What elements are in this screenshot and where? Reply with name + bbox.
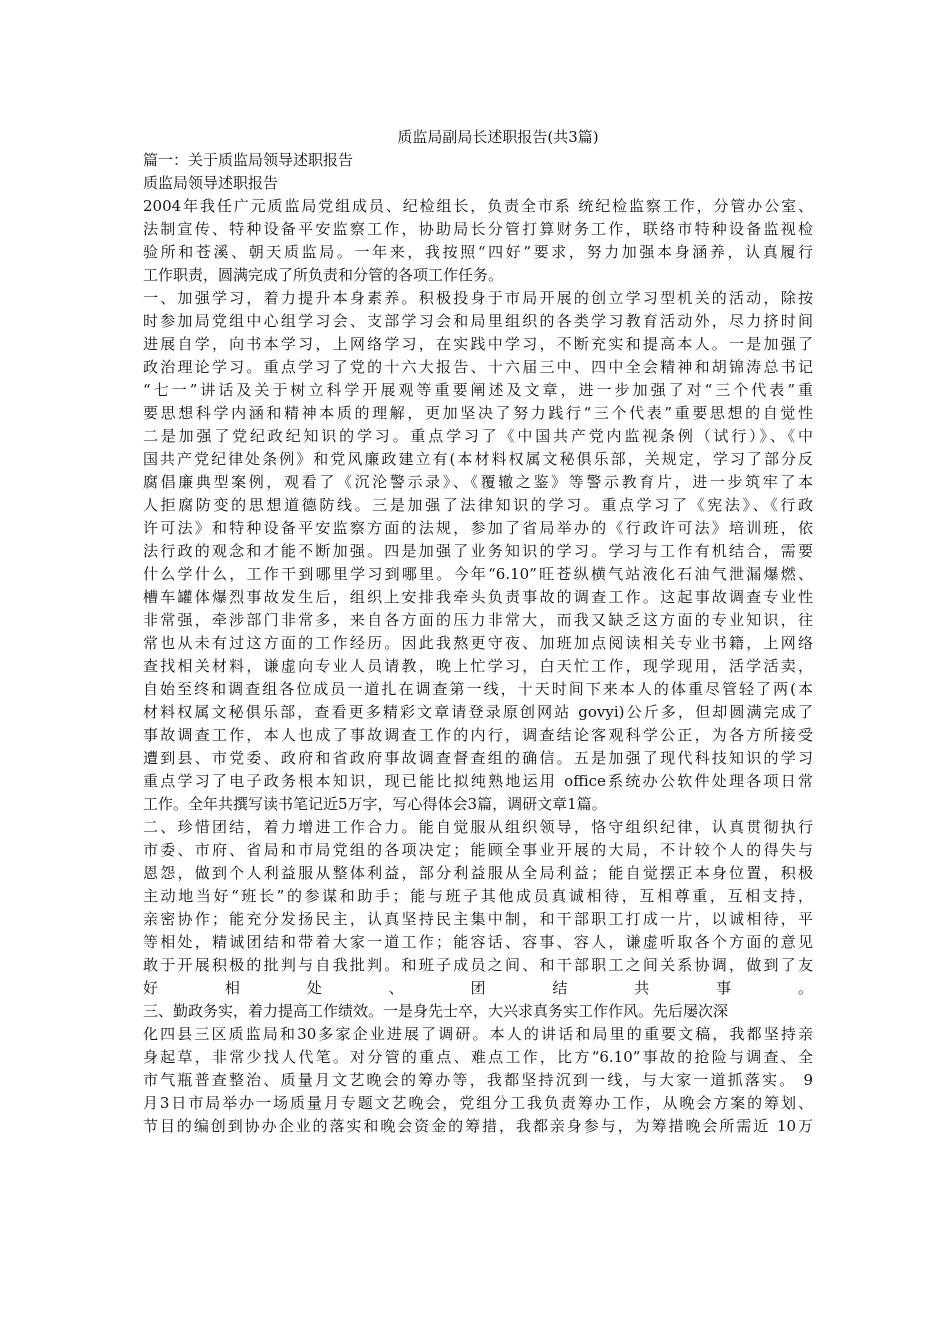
- body-line: 工作。全年共撰写读书笔记近5万字，写心得体会3篇，调研文章1篇。: [143, 795, 607, 813]
- body-line: 进展自学，向书本学习，上网络学习，在实践中学习，不断充实和提高本人。一是加强了: [143, 335, 813, 353]
- document-title: 质监局副局长述职报告(共3篇): [397, 128, 599, 146]
- body-line: 好相处、团结共事。: [143, 979, 813, 997]
- body-line: 二、珍惜团结，着力增进工作合力。能自觉服从组织领导，恪守组织纪律，认真贯彻执行: [143, 818, 813, 836]
- body-line: 重点学习了电子政务根本知识，现已能比拟纯熟地运用 office系统办公软件处理各项日常: [143, 772, 813, 790]
- body-line: 三、勤政务实，着力提高工作绩效。一是身先士卒，大兴求真务实工作作风。先后屡次深: [143, 1002, 729, 1020]
- body-line: 二是加强了党纪政纪知识的学习。重点学习了《中国共产党内监视条例（试行）》、《中: [143, 427, 813, 445]
- body-line: 材料权属文秘俱乐部，查看更多精彩文章请登录原创网站 govyi)公斤多，但却圆满完成了: [143, 703, 813, 721]
- section-heading: 篇一：关于质监局领导述职报告: [143, 151, 354, 169]
- body-line: 政治理论学习。重点学习了党的十六大报告、十六届三中、四中全会精神和胡锦涛总书记: [143, 358, 813, 376]
- body-line: 身起草，非常少找人代笔。对分管的重点、难点工作，比方“6.10”事故的抢险与调查、全: [143, 1048, 813, 1066]
- body-line: 主动地当好“班长”的参谋和助手；能与班子其他成员真诚相待，互相尊重，互相支持，: [143, 887, 813, 905]
- body-line: 自始至终和调查组各位成员一道扎在调查第一线，十天时间下来本人的体重尽管轻了两(本: [143, 680, 813, 698]
- body-line: “七一”讲话及关于树立科学开展观等重要阐述及文章，进一步加强了对“三个代表”重: [143, 381, 813, 399]
- body-line: 非常强，牵涉部门非常多，来自各方面的压力非常大，而我又缺乏这方面的专业知识，往: [143, 611, 813, 629]
- body-line: 一、加强学习，着力提升本身素养。积极投身于市局开展的创立学习型机关的活动，除按: [143, 289, 813, 307]
- body-line: 什么学什么，工作干到哪里学习到哪里。今年“6.10”旺苍纵横气站液化石油气泄漏爆燃、: [143, 565, 813, 583]
- report-heading: 质监局领导述职报告: [143, 174, 279, 192]
- body-line: 法制宣传、特种设备平安监察工作，协助局长分管打算财务工作，联络市特种设备监视检: [143, 220, 813, 238]
- body-line: 市气瓶普查整治、质量月文艺晚会的筹办等，我都坚持沉到一线，与大家一道抓落实。 9: [143, 1071, 813, 1089]
- body-line: 事故调查工作，本人也成了事故调查工作的内行，调查结论客观科学公正，为各方所接受: [143, 726, 813, 744]
- document-page: [143, 127, 813, 1138]
- body-line: 月3日市局举办一场质量月专题文艺晚会，党组分工我负责筹办工作，从晚会方案的筹划、: [143, 1094, 813, 1112]
- body-line: 法行政的观念和才能不断加强。四是加强了业务知识的学习。学习与工作有机结合，需要: [143, 542, 813, 560]
- body-line: 节目的编创到协办企业的落实和晚会资金的筹措，我都亲身参与，为筹措晚会所需近 10万: [143, 1117, 813, 1135]
- body-line: 敢于开展积极的批判与自我批判。和班子成员之间、和干部职工之间关系协调，做到了友: [143, 956, 813, 974]
- body-line: 许可法》和特种设备平安监察方面的法规，参加了省局举办的《行政许可法》培训班，依: [143, 519, 813, 537]
- body-line: 2004年我任广元质监局党组成员、纪检组长，负责全市系 统纪检监察工作，分管办公室、: [143, 197, 813, 215]
- body-line: 恩怨，做到个人利益服从整体利益，部分利益服从全局利益；能自觉摆正本身位置，积极: [143, 864, 813, 882]
- body-line: 遭到县、市党委、政府和省政府事故调查督查组的确信。五是加强了现代科技知识的学习: [143, 749, 813, 767]
- body-line: 国共产党纪律处条例》和党风廉政建立有(本材料权属文秘俱乐部，关规定，学习了部分反: [143, 450, 813, 468]
- body-line: 要思想科学内涵和精神本质的理解，更加坚决了努力践行“三个代表”重要思想的自觉性: [143, 404, 813, 422]
- body-line: 槽车罐体爆烈事故发生后，组织上安排我牵头负责事故的调查工作。这起事故调查专业性: [143, 588, 813, 606]
- body-line: 等相处，精诚团结和带着大家一道工作；能容话、容事、容人，谦虚听取各个方面的意见: [143, 933, 813, 951]
- body-line: 常也从未有过这方面的工作经历。因此我熬更守夜、加班加点阅读相关专业书籍，上网络: [143, 634, 813, 652]
- body-line: 腐倡廉典型案例，观看了《沉沦警示录》、《覆辙之鉴》等警示教育片，进一步筑牢了本: [143, 473, 813, 491]
- body-line: 工作职责，圆满完成了所负责和分管的各项工作任务。: [143, 266, 504, 284]
- body-line: 市委、市府、省局和市局党组的各项决定；能顾全事业开展的大局，不计较个人的得失与: [143, 841, 813, 859]
- body-line: 化四县三区质监局和30多家企业进展了调研。本人的讲话和局里的重要文稿，我都坚持亲: [143, 1025, 813, 1043]
- body-line: 亲密协作；能充分发扬民主，认真坚持民主集中制，和干部职工打成一片，以诚相待，平: [143, 910, 813, 928]
- body-line: 验所和苍溪、朝天质监局。一年来，我按照“四好”要求，努力加强本身涵养，认真履行: [143, 243, 813, 261]
- body-line: 时参加局党组中心组学习会、支部学习会和局里组织的各类学习教育活动外，尽力挤时间: [143, 312, 813, 330]
- body-line: 查找相关材料，谦虚向专业人员请教，晚上忙学习，白天忙工作，现学现用，活学活卖，: [143, 657, 813, 675]
- body-line: 人拒腐防变的思想道德防线。三是加强了法律知识的学习。重点学习了《宪法》、《行政: [143, 496, 813, 514]
